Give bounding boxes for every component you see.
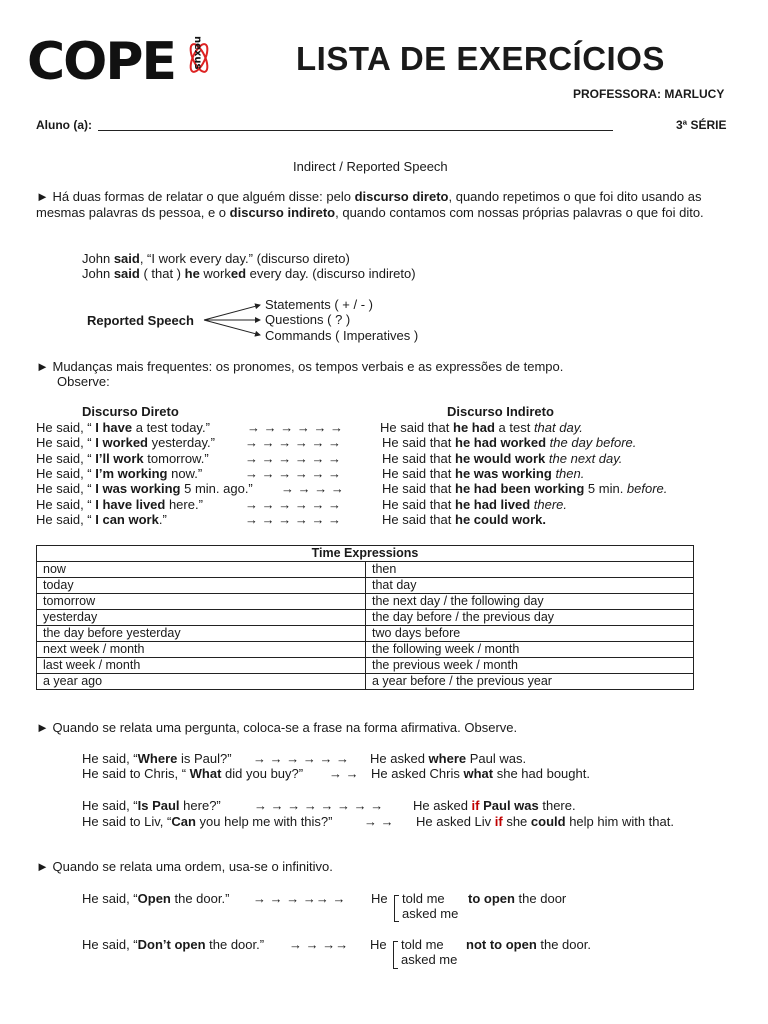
student-label: Aluno (a): [36, 118, 92, 132]
page-title: LISTA DE EXERCÍCIOS [296, 40, 665, 77]
intro-bold-direct: discurso direto [354, 189, 449, 204]
table-row [37, 658, 694, 674]
cope-logo: COPE [27, 32, 175, 92]
table-cell-direct: yesterday [37, 610, 366, 626]
reported-item-questions: Questions ( ? ) [265, 312, 351, 327]
command-told-2: told me [401, 937, 444, 952]
arrows: → → → → [281, 481, 344, 497]
time-expressions-table [36, 545, 694, 690]
table-cell-direct: last week / month [37, 658, 366, 674]
indirect-example: He said that he would work the next day. [382, 450, 623, 466]
commands-intro: ► Quando se relata uma ordem, usa-se o infinitivo. [36, 859, 333, 874]
command-bracket-2 [393, 941, 398, 969]
direct-example: He said, “ I’ll work tomorrow.” [36, 450, 209, 466]
command-told-1: told me [402, 891, 445, 906]
questions-intro: ► Quando se relata uma pergunta, coloca-se a frase na forma afirmativa. Observe. [36, 720, 518, 735]
command-asked-2: asked me [401, 952, 458, 967]
reported-speech-label: Reported Speech [87, 313, 194, 328]
branch-arrows-icon [202, 300, 266, 340]
command-infinitive-1: to open the door [468, 891, 567, 906]
indirect-example: He said that he had been working 5 min. before. [382, 481, 668, 497]
question-reported-3: He asked if Paul was there. [413, 798, 576, 813]
table-cell-indirect: that day [366, 578, 694, 594]
question-example-2: He said to Chris, “ What did you buy?” [82, 766, 304, 781]
command-infinitive-2: not to open the door. [466, 937, 591, 952]
question-reported-4: He asked Liv if she could help him with that. [416, 814, 674, 829]
table-row [37, 626, 694, 642]
table-cell-direct: tomorrow [37, 594, 366, 610]
heading-direct: Discurso Direto [82, 404, 179, 419]
table-header: Time Expressions [37, 546, 694, 562]
table-row [37, 594, 694, 610]
table-cell-direct: now [37, 562, 366, 578]
logo-subtitle: nexus [192, 36, 203, 70]
observe-label: Observe: [57, 374, 110, 389]
table-cell-indirect: the next day / the following day [366, 594, 694, 610]
intro-text: , quando repetimos o que foi dito usando as mesmas palavras ds pessoa, e o [36, 189, 702, 220]
table-cell-direct: the day before yesterday [37, 626, 366, 642]
direct-example: He said, “ I have a test today.” [36, 420, 210, 435]
question-arrows-4: → → [364, 814, 394, 829]
question-arrows-1: → → → → → → [253, 751, 350, 766]
table-cell-direct: a year ago [37, 674, 366, 690]
triangle-bullet-icon: ► [36, 359, 49, 374]
question-example-1: He said, “Where is Paul?” [82, 751, 232, 766]
table-row [37, 642, 694, 658]
table-cell-indirect: then [366, 562, 694, 578]
table-cell-indirect: the day before / the previous day [366, 610, 694, 626]
john-direct-example: John said, “I work every day.” (discurso direto) [82, 251, 350, 266]
command-bracket-1 [394, 895, 399, 922]
section-title: Indirect / Reported Speech [293, 159, 448, 174]
arrows: → → → → → → [245, 465, 342, 481]
question-example-3: He said, “Is Paul here?” [82, 798, 221, 813]
arrows: → → → → → → [245, 496, 342, 512]
table-cell-direct: next week / month [37, 642, 366, 658]
direct-example: He said, “ I’m working now.” [36, 465, 203, 481]
student-name-line[interactable] [98, 130, 613, 131]
arrows: → → → → → → [247, 420, 344, 435]
john-indirect-example: John said ( that ) he worked every day. (discurso indireto) [82, 266, 416, 281]
command-he-2: He [370, 937, 387, 952]
table-row [37, 610, 694, 626]
table-row [37, 674, 694, 690]
intro-text: , quando contamos com nossas próprias palavras o que foi dito. [335, 205, 704, 220]
command-arrows-1: → → → →→ → [253, 891, 346, 906]
triangle-bullet-icon: ► [36, 189, 49, 204]
arrows: → → → → → → [245, 435, 342, 451]
direct-example: He said, “ I have lived here.” [36, 496, 203, 512]
intro-paragraph [36, 189, 736, 221]
question-arrows-3: → → → → → → → → [254, 798, 384, 813]
question-reported-1: He asked where Paul was. [370, 751, 527, 766]
command-he-1: He [371, 891, 388, 906]
intro-bold-indirect: discurso indireto [229, 205, 336, 220]
command-arrows-2: → → →→ [289, 937, 349, 952]
heading-indirect: Discurso Indireto [447, 404, 554, 419]
command-example-2: He said, “Don’t open the door.” [82, 937, 265, 952]
changes-intro: ► Mudanças mais frequentes: os pronomes, os tempos verbais e as expressões de tempo. [36, 359, 564, 374]
intro-text: Há duas formas de relatar o que alguém disse: pelo [52, 189, 355, 204]
direct-example: He said, “ I was working 5 min. ago.” [36, 481, 253, 497]
triangle-bullet-icon: ► [36, 720, 49, 735]
reported-item-statements: Statements ( + / - ) [265, 297, 374, 312]
table-cell-indirect: the following week / month [366, 642, 694, 658]
command-asked-1: asked me [402, 906, 459, 921]
grade-label: 3ª SÉRIE [676, 118, 727, 132]
professor-label: PROFESSORA: MARLUCY [573, 87, 725, 101]
triangle-bullet-icon: ► [36, 859, 49, 874]
indirect-example: He said that he had worked the day before. [382, 435, 637, 451]
indirect-example: He said that he was working then. [382, 465, 585, 481]
table-cell-indirect: a year before / the previous year [366, 674, 694, 690]
direct-example: He said, “ I can work.” [36, 511, 167, 527]
question-example-4: He said to Liv, “Can you help me with this?” [82, 814, 333, 829]
question-reported-2: He asked Chris what she had bought. [371, 766, 590, 781]
arrows: → → → → → → [245, 511, 342, 527]
indirect-example: He said that he had a test that day. [380, 420, 583, 435]
arrows: → → → → → → [245, 450, 342, 466]
table-row [37, 578, 694, 594]
table-row [37, 562, 694, 578]
table-cell-indirect: two days before [366, 626, 694, 642]
table-cell-direct: today [37, 578, 366, 594]
command-example-1: He said, “Open the door.” [82, 891, 230, 906]
reported-item-commands: Commands ( Imperatives ) [265, 328, 419, 343]
table-cell-indirect: the previous week / month [366, 658, 694, 674]
question-arrows-2: → → [329, 766, 359, 781]
indirect-example: He said that he had lived there. [382, 496, 568, 512]
indirect-example: He said that he could work. [382, 511, 547, 527]
direct-example: He said, “ I worked yesterday.” [36, 435, 215, 451]
